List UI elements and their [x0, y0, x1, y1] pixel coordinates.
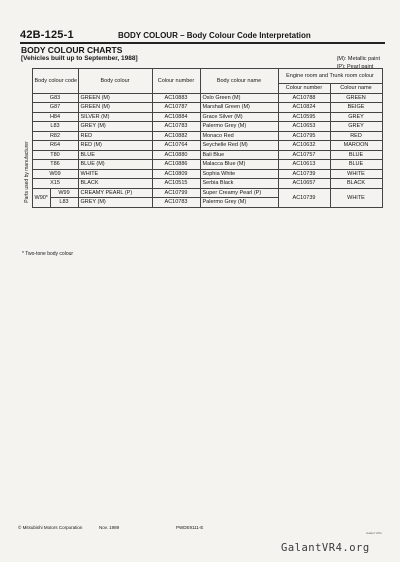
- legend-metallic: (M): Metallic paint: [336, 56, 380, 62]
- table-row: [22, 150, 382, 160]
- cell-body-colour: GREY (M): [78, 198, 152, 208]
- cell-er-name: BLUE: [330, 150, 382, 160]
- cell-code: T86: [32, 160, 78, 170]
- cell-er-name: BLACK: [330, 179, 382, 189]
- cell-colour-number: AC10883: [152, 93, 200, 103]
- table-row: [22, 93, 382, 103]
- footer-code: PWDE9111-E: [176, 525, 204, 530]
- corner-mark: Galant VR4: [366, 531, 382, 535]
- cell-colour-name: Monaco Red: [200, 131, 278, 141]
- table-row: [22, 169, 382, 179]
- header-body-code: Body colour code: [32, 69, 78, 94]
- footnote: * Two-tone body colour: [22, 251, 74, 257]
- cell-body-colour: GREEN (M): [78, 103, 152, 113]
- cell-er-name: MAROON: [330, 141, 382, 151]
- side-label-box: [22, 88, 32, 256]
- watermark: GalantVR4.org: [281, 542, 370, 554]
- table-row: [22, 160, 382, 170]
- cell-code: R64: [32, 141, 78, 151]
- cell-colour-number: AC10880: [152, 150, 200, 160]
- header-sub-number: Colour number: [278, 84, 330, 94]
- side-label: Parts used by manufacturer: [24, 141, 30, 203]
- doc-title: BODY COLOUR CHARTS: [21, 45, 123, 55]
- cell-body-colour: BLACK: [78, 179, 152, 189]
- cell-er-name: BEIGE: [330, 103, 382, 113]
- cell-er-number: AC10739: [278, 169, 330, 179]
- cell-er-name: WHITE: [330, 169, 382, 179]
- cell-er-number: AC10739: [278, 188, 330, 207]
- cell-colour-name: Sophia White: [200, 169, 278, 179]
- cell-body-colour: BLUE: [78, 150, 152, 160]
- cell-two-tone-code: W90*: [32, 188, 50, 207]
- header-body-colour: Body colour: [78, 69, 152, 94]
- cell-er-name: GREY: [330, 112, 382, 122]
- cell-colour-number: AC10515: [152, 179, 200, 189]
- cell-er-name: BLUE: [330, 160, 382, 170]
- cell-colour-name: Serbia Black: [200, 179, 278, 189]
- footer-date: Nov. 1989: [99, 525, 120, 530]
- page-header: [20, 30, 385, 42]
- cell-code: T80: [32, 150, 78, 160]
- header-colour-number: Colour number: [152, 69, 200, 94]
- cell-code: H84: [32, 112, 78, 122]
- cell-er-name: GREEN: [330, 93, 382, 103]
- cell-colour-number: AC10799: [152, 188, 200, 198]
- cell-body-colour: RED: [78, 131, 152, 141]
- cell-body-colour: GREEN (M): [78, 93, 152, 103]
- cell-colour-name: Seychelle Red (M): [200, 141, 278, 151]
- table-row-two-tone: [22, 188, 382, 198]
- cell-body-colour: GREY (M): [78, 122, 152, 132]
- cell-colour-number: AC10783: [152, 198, 200, 208]
- cell-body-colour: CREAMY PEARL (P): [78, 188, 152, 198]
- table-row: [22, 122, 382, 132]
- cell-colour-number: AC10783: [152, 122, 200, 132]
- cell-colour-name: Palermo Grey (M): [200, 198, 278, 208]
- table-row: [22, 112, 382, 122]
- cell-code: W09: [32, 169, 78, 179]
- page-number: 42B-125-1: [20, 29, 74, 41]
- cell-er-name: RED: [330, 131, 382, 141]
- cell-colour-number: AC10886: [152, 160, 200, 170]
- cell-body-colour: WHITE: [78, 169, 152, 179]
- header-rule: [20, 42, 385, 44]
- cell-er-name: WHITE: [330, 188, 382, 207]
- cell-colour-name: Oslo Green (M): [200, 93, 278, 103]
- cell-er-number: AC10657: [278, 179, 330, 189]
- cell-code: W99: [50, 188, 78, 198]
- legend-pearl: (P): Pearl paint: [336, 64, 374, 70]
- cell-code: R82: [32, 131, 78, 141]
- table-row: [22, 141, 382, 151]
- cell-colour-name: Palermo Grey (M): [200, 122, 278, 132]
- table-row: [22, 179, 382, 189]
- cell-colour-name: Malacca Blue (M): [200, 160, 278, 170]
- cell-code: G83: [32, 93, 78, 103]
- cell-colour-number: AC10787: [152, 103, 200, 113]
- table-body: [22, 93, 382, 207]
- cell-er-number: AC10632: [278, 141, 330, 151]
- section-title: BODY COLOUR – Body Colour Code Interpretation: [118, 31, 311, 40]
- table-row: [22, 103, 382, 113]
- cell-er-name: GREY: [330, 122, 382, 132]
- cell-er-number: AC10653: [278, 122, 330, 132]
- cell-er-number: AC10788: [278, 93, 330, 103]
- cell-code: G87: [32, 103, 78, 113]
- cell-colour-name: Super Creamy Pearl (P): [200, 188, 278, 198]
- cell-er-number: AC10795: [278, 131, 330, 141]
- cell-colour-name: Marshall Green (M): [200, 103, 278, 113]
- table-row: [22, 131, 382, 141]
- cell-er-number: AC10757: [278, 150, 330, 160]
- cell-colour-name: Grace Silver (M): [200, 112, 278, 122]
- doc-subtitle: [Vehicles built up to September, 1988]: [21, 55, 138, 62]
- footer-copyright: © Mitsubishi Motors Corporation: [18, 525, 83, 530]
- cell-er-number: AC10613: [278, 160, 330, 170]
- cell-colour-name: Bali Blue: [200, 150, 278, 160]
- cell-er-number: AC10824: [278, 103, 330, 113]
- cell-code: X15: [32, 179, 78, 189]
- header-sub-name: Colour name: [330, 84, 382, 94]
- header-row: [22, 69, 382, 84]
- cell-body-colour: SILVER (M): [78, 112, 152, 122]
- header-colour-name: Body colour name: [200, 69, 278, 94]
- cell-colour-number: AC10884: [152, 112, 200, 122]
- cell-colour-number: AC10764: [152, 141, 200, 151]
- cell-colour-number: AC10809: [152, 169, 200, 179]
- cell-code: L83: [50, 198, 78, 208]
- cell-code: L83: [32, 122, 78, 132]
- header-engine-room: Engine room and Trunk room colour: [278, 69, 382, 84]
- cell-er-number: AC10595: [278, 112, 330, 122]
- cell-body-colour: BLUE (M): [78, 160, 152, 170]
- cell-body-colour: RED (M): [78, 141, 152, 151]
- colour-table: [22, 68, 383, 208]
- cell-colour-number: AC10882: [152, 131, 200, 141]
